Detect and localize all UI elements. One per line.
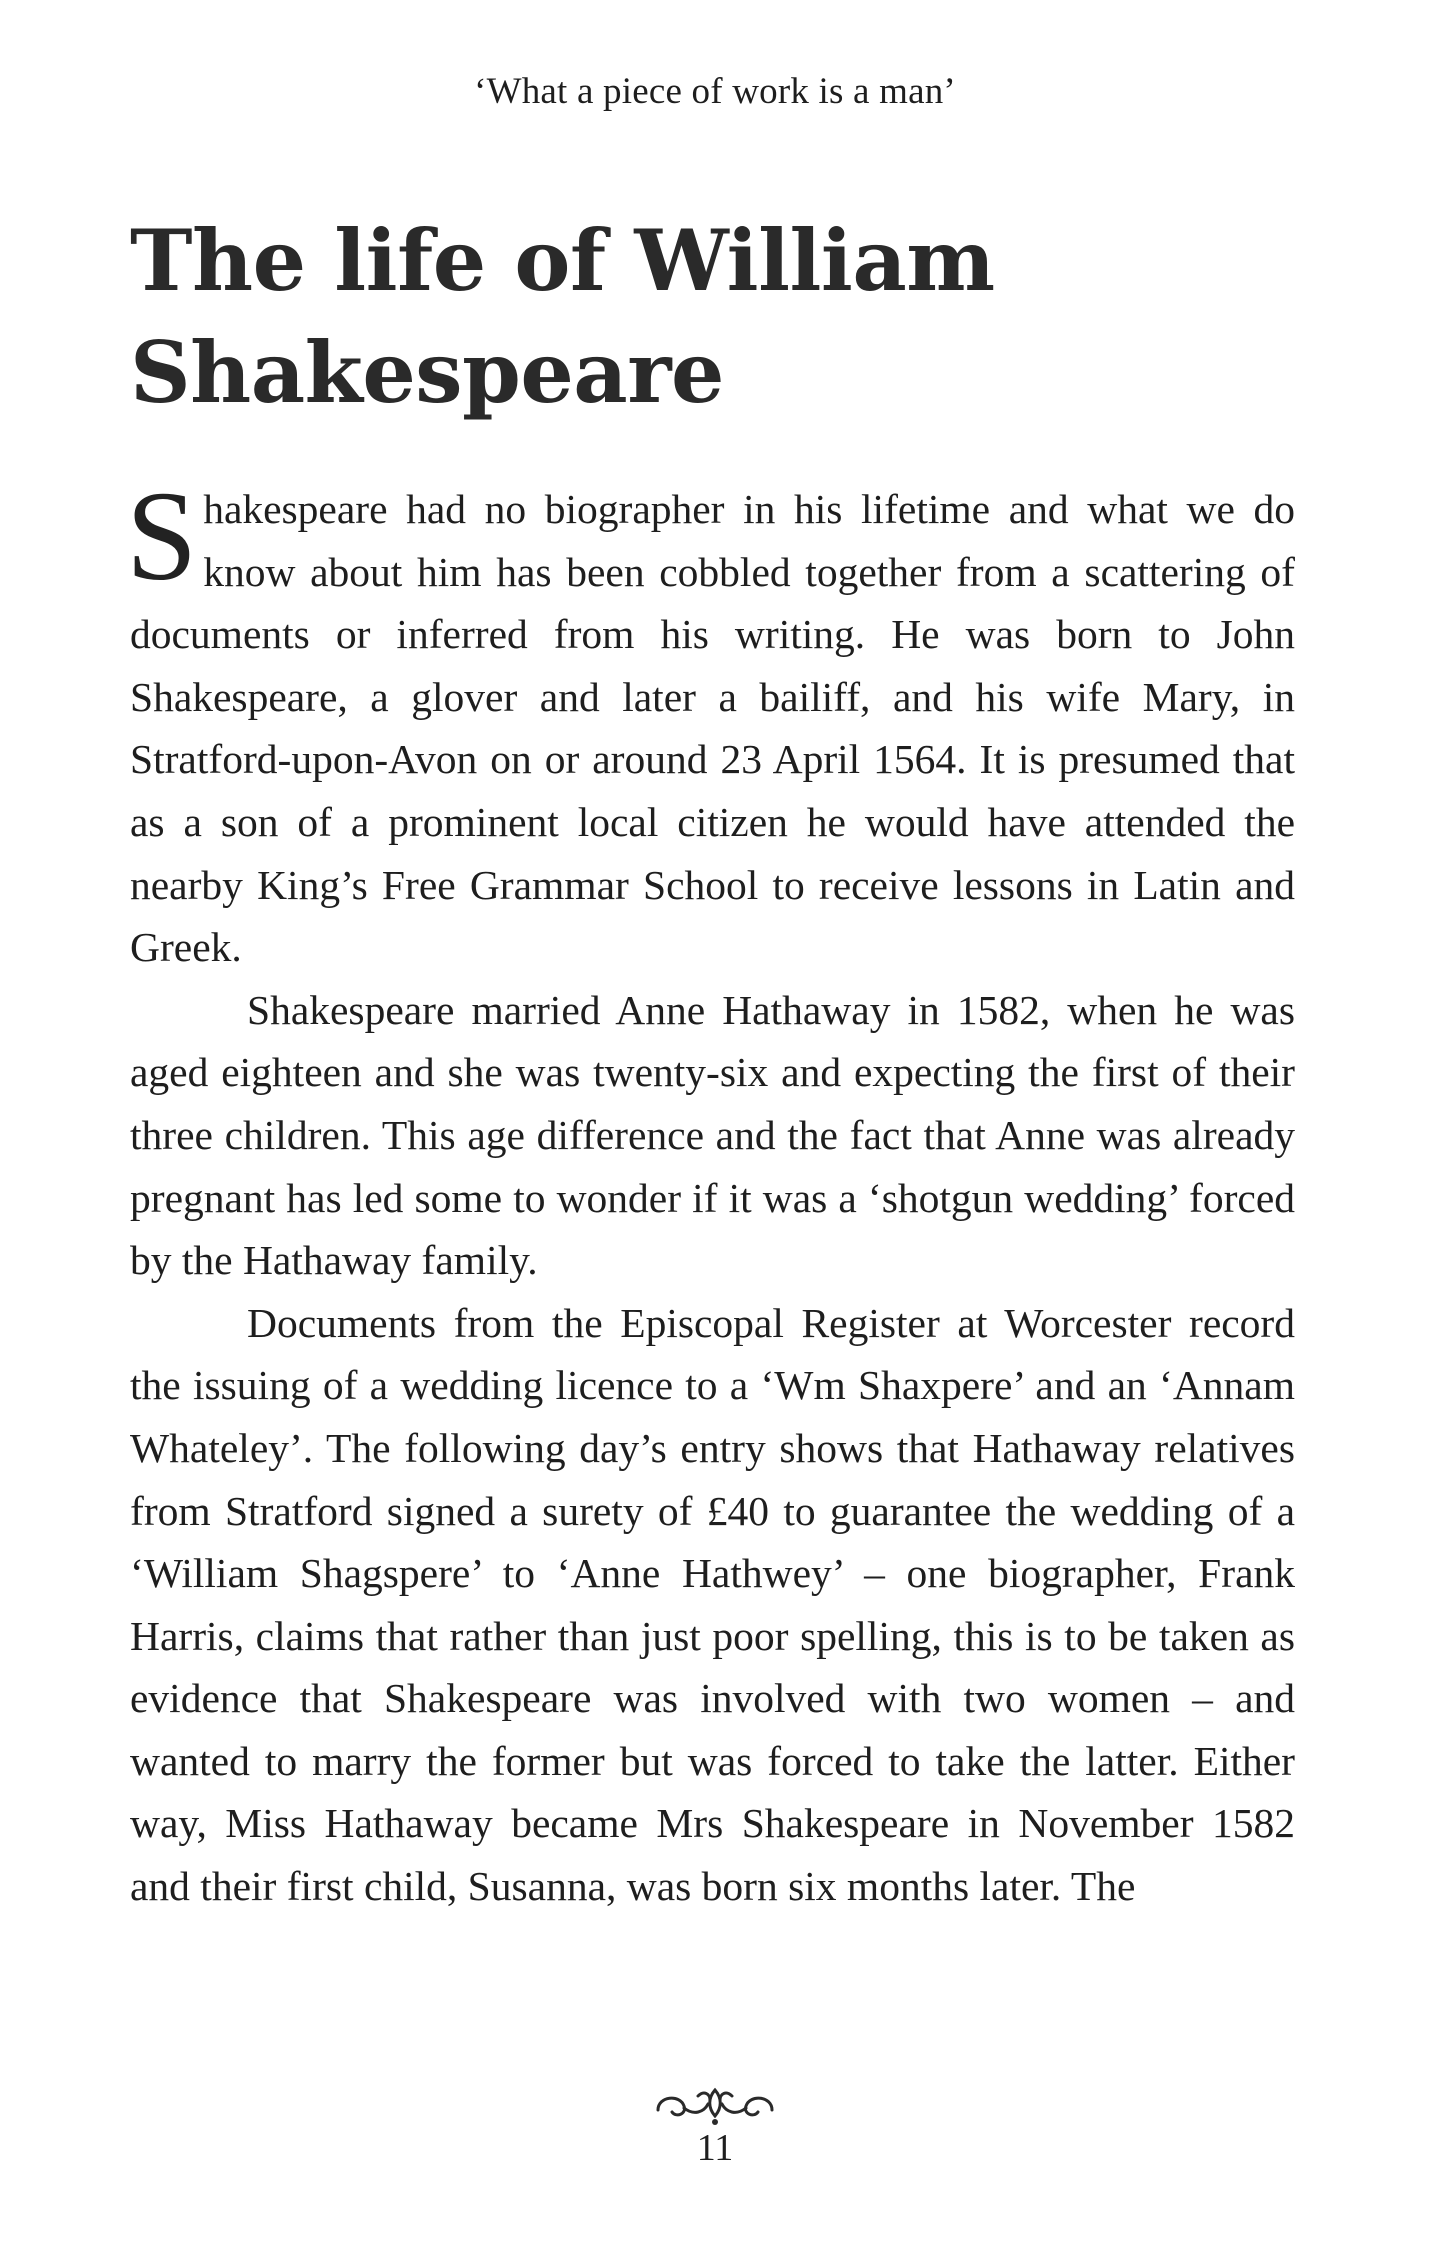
paragraph-1 (126, 465, 1295, 979)
body-text (126, 465, 1295, 1918)
drop-cap: S (126, 465, 198, 607)
paragraph-2: Shakespeare married Anne Hathaway in 1582, when he was aged eighteen and she was twenty-six and expecting the first of their three children. This age difference and the fact that Anne was already pregnant has led some to wonder if it was a ‘shotgun wedding’ forced by the Hathaway family. (130, 986, 1295, 1284)
fleuron-icon (650, 2082, 780, 2128)
chapter-title-line-2: Shakespeare (130, 323, 724, 422)
chapter-title-line-1: The life of William (130, 211, 995, 310)
paragraph-3: Documents from the Episcopal Register at Worcester record the issuing of a wedding licence to a ‘Wm Shaxpere’ and an ‘Annam Whateley’. The following day’s entry shows that Hathaway relatives from Stratford signed a surety of £40 to guarantee the wedding of a ‘William Shagspere’ to ‘Anne Hathwey’ – one biographer, Frank Harris, claims that rather than just poor spelling, this is to be taken as evidence that Shakespeare was involved with two women – and wanted to marry the former but was forced to take the latter. Either way, Miss Hathaway became Mrs Shakespeare in November 1582 and their first child, Susanna, was born six months later. The (130, 1299, 1295, 1910)
running-head: ‘What a piece of work is a man’ (474, 71, 956, 112)
paragraph-1-text: hakespeare had no biographer in his lifetime and what we do know about him has been cobbled together from a scattering of documents or inferred from his writing. He was born to John Shakespeare, a glover and later a bailiff, and his wife Mary, in Stratford-upon-Avon on or around 23 April 1564. It is presumed that as a son of a prominent local citizen he would have attended the nearby King’s Free Grammar School to receive lessons in Latin and Greek. (130, 486, 1295, 971)
chapter-title (130, 205, 1310, 429)
page-number: 11 (696, 2127, 734, 2169)
